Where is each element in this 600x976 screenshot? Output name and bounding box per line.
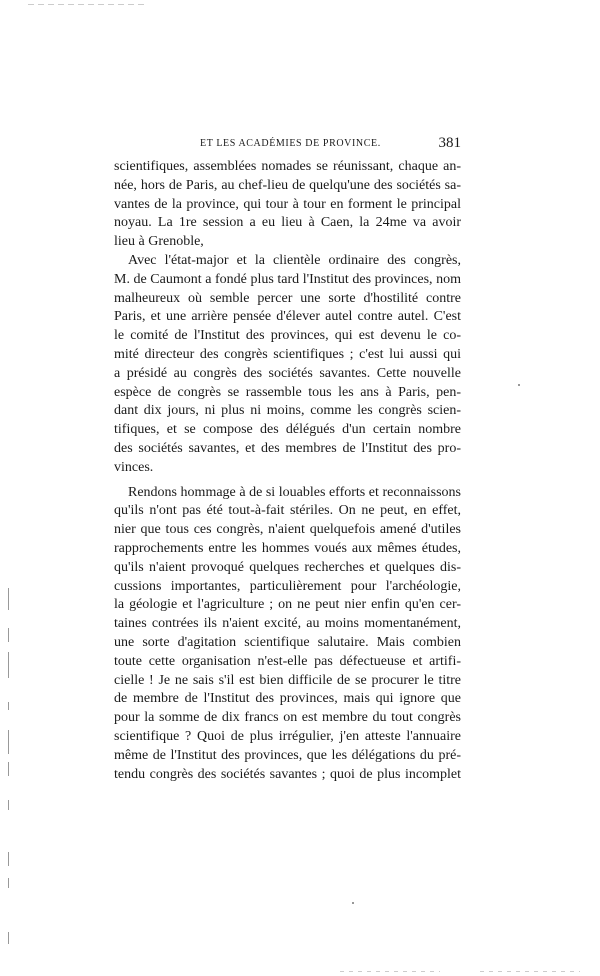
scan-artifact bbox=[340, 971, 440, 972]
scan-artifact bbox=[480, 971, 580, 972]
text-line: pour la somme de dix francs on est membre du tout congrès bbox=[114, 710, 461, 726]
text-line: espèce de congrès se rassemble tous les ans à Paris, pen- bbox=[114, 384, 461, 400]
text-line: cielle ! Je ne sais s'il est bien difficile de se procurer le titre bbox=[114, 672, 461, 688]
text-line: dant dix jours, ni plus ni moins, comme les congrès scien- bbox=[114, 403, 461, 419]
text-line: née, hors de Paris, au chef-lieu de quelqu'une des sociétés sa- bbox=[114, 177, 461, 193]
text-line: des sociétés savantes, et des membres de l'Institut des pro- bbox=[114, 440, 461, 456]
text-line: lieu à Grenoble, bbox=[114, 234, 204, 250]
scan-margin-mark bbox=[8, 652, 9, 678]
text-line: Rendons hommage à de si louables efforts et reconnaissons bbox=[128, 484, 461, 500]
text-line: nier que tous ces congrès, n'aient quelquefois amené d'utiles bbox=[114, 522, 461, 538]
scan-margin-mark bbox=[8, 932, 9, 944]
page-number: 381 bbox=[438, 135, 461, 151]
text-line: Paris, et une arrière pensée d'élever autel contre autel. C'est bbox=[114, 309, 461, 325]
text-line: M. de Caumont a fondé plus tard l'Institut des provinces, nom bbox=[114, 271, 461, 287]
text-line: tendu congrès des sociétés savantes ; quoi de plus incomplet bbox=[114, 766, 461, 782]
scan-artifact bbox=[28, 4, 148, 5]
running-head bbox=[114, 135, 461, 153]
running-title: ET LES ACADÉMIES DE PROVINCE. bbox=[200, 138, 381, 149]
text-line: scientifiques, assemblées nomades se réunissant, chaque an- bbox=[114, 159, 461, 174]
text-line: Avec l'état-major et la clientèle ordinaire des congrès, bbox=[128, 252, 461, 268]
scan-margin-mark bbox=[8, 800, 9, 810]
text-line: vantes de la province, qui tour à tour en forment le principal bbox=[114, 196, 461, 212]
paragraph-2 bbox=[114, 252, 461, 478]
text-line: la géologie et l'agriculture ; on ne peut nier enfin qu'en cer- bbox=[114, 597, 461, 613]
scan-margin-mark bbox=[8, 852, 9, 866]
scan-margin-mark bbox=[8, 628, 9, 642]
text-line: cussions importantes, particulièrement pour l'archéologie, bbox=[114, 578, 461, 594]
text-line: une sorte d'agitation scientifique salutaire. Mais combien bbox=[114, 634, 461, 650]
text-line: qu'ils n'ont pas été tout-à-fait stériles. On ne peut, en effet, bbox=[114, 503, 461, 519]
text-line: tifiques, et se compose des délégués d'un certain nombre bbox=[114, 422, 461, 438]
text-line: qu'ils n'aient provoqué quelques recherches et quelques dis- bbox=[114, 559, 461, 575]
text-line: vinces. bbox=[114, 459, 154, 475]
text-line: même de l'Institut des provinces, que les délégations du pré- bbox=[114, 747, 461, 763]
scan-speck bbox=[518, 384, 520, 386]
scan-speck bbox=[352, 902, 354, 904]
body-text bbox=[114, 158, 461, 784]
text-line: malheureux où semble percer une sorte d'hostilité contre bbox=[114, 290, 461, 306]
text-line: scientifique ? Quoi de plus irrégulier, j'en atteste l'annuaire bbox=[114, 728, 461, 744]
scan-margin-mark bbox=[8, 878, 9, 888]
paragraph-3 bbox=[114, 484, 461, 785]
text-line: rapprochements entre les hommes voués aux mêmes études, bbox=[114, 540, 461, 556]
text-line: toute cette organisation n'est-elle pas défectueuse et artifi- bbox=[114, 653, 461, 669]
text-line: noyau. La 1re session a eu lieu à Caen, la 24me va avoir bbox=[114, 215, 461, 231]
text-line: taines contrées ils n'aient excité, au moins momentanément, bbox=[114, 616, 461, 632]
text-line: le comité de l'Institut des provinces, qui est devenu le co- bbox=[114, 328, 461, 344]
scan-margin-mark bbox=[8, 730, 9, 754]
scan-margin-mark bbox=[8, 702, 9, 710]
text-line: a présidé au congrès des sociétés savantes. Cette nouvelle bbox=[114, 365, 461, 381]
scan-margin-mark bbox=[8, 762, 9, 776]
text-line: de membre de l'Institut des provinces, mais qui ignore que bbox=[114, 691, 461, 707]
scan-margin-mark bbox=[8, 588, 9, 610]
text-line: mité directeur des congrès scientifiques ; c'est lui aussi qui bbox=[114, 346, 461, 362]
paragraph-1 bbox=[114, 158, 461, 252]
